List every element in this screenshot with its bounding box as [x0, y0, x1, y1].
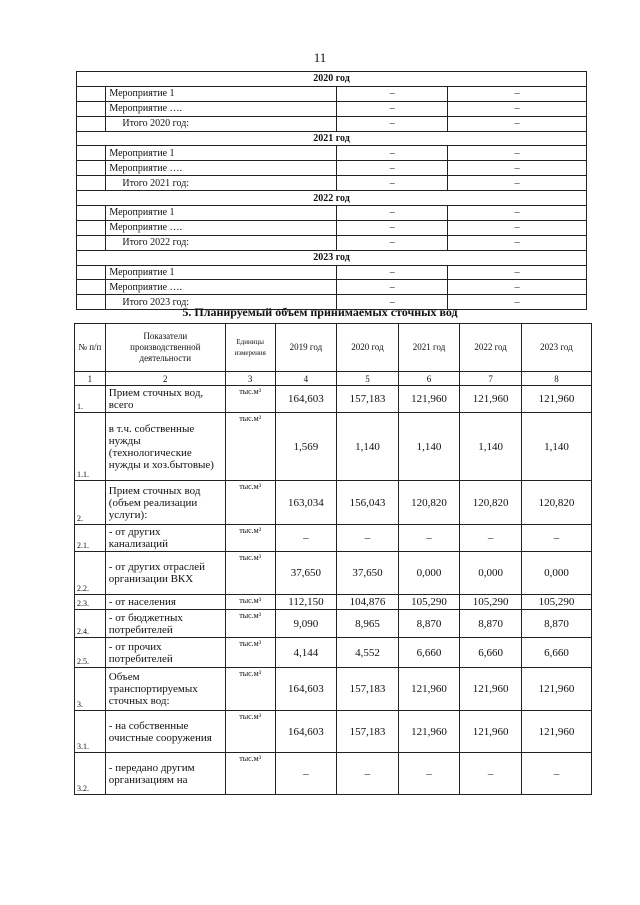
- table-row: [75, 668, 592, 711]
- value-cell: –: [460, 525, 522, 552]
- value-cell: –: [521, 753, 591, 795]
- year-row: [77, 250, 587, 265]
- table-header-row: [75, 324, 592, 372]
- value-cell: 4,552: [337, 638, 399, 668]
- value-cell: –: [337, 525, 399, 552]
- event-row: [77, 101, 587, 116]
- table-row: [75, 413, 592, 481]
- table-row: [75, 386, 592, 413]
- value-cell: 112,150: [275, 595, 337, 610]
- table-row: [75, 711, 592, 753]
- indicator-name: в т.ч. собственные нужды (технологические нужды и хоз.бытовые): [105, 413, 225, 481]
- event-value: –: [337, 101, 448, 116]
- header-unit: Единицы измерения: [225, 324, 275, 372]
- header-year-2022: 2022 год: [460, 324, 522, 372]
- row-number: 3.2.: [75, 753, 106, 795]
- value-cell: 104,876: [337, 595, 399, 610]
- row-number: 2.3.: [75, 595, 106, 610]
- column-index: 2: [105, 372, 225, 386]
- blank-cell: [77, 265, 106, 280]
- event-row: [77, 280, 587, 295]
- event-value: –: [448, 176, 587, 191]
- event-name: Мероприятие ….: [106, 280, 337, 295]
- event-value: –: [448, 206, 587, 221]
- events-table: [76, 71, 587, 310]
- indicator-name: - от бюджетных потребителей: [105, 610, 225, 638]
- value-cell: 8,870: [398, 610, 460, 638]
- blank-cell: [77, 206, 106, 221]
- event-value: –: [337, 86, 448, 101]
- header-number: № п/п: [75, 324, 106, 372]
- value-cell: 120,820: [460, 481, 522, 525]
- value-cell: 8,870: [521, 610, 591, 638]
- total-row: [77, 235, 587, 250]
- indicator-name: - от прочих потребителей: [105, 638, 225, 668]
- event-value: –: [448, 280, 587, 295]
- event-value: –: [337, 161, 448, 176]
- blank-cell: [77, 116, 106, 131]
- unit-cell: тыс.м³: [225, 481, 275, 525]
- row-number: 3.1.: [75, 711, 106, 753]
- value-cell: 105,290: [460, 595, 522, 610]
- table-row: [75, 595, 592, 610]
- column-index: 5: [337, 372, 399, 386]
- value-cell: 1,569: [275, 413, 337, 481]
- event-name: Мероприятие 1: [106, 206, 337, 221]
- unit-cell: тыс.м³: [225, 413, 275, 481]
- indicator-name: - на собственные очистные сооружения: [105, 711, 225, 753]
- event-value: –: [337, 116, 448, 131]
- event-value: –: [337, 265, 448, 280]
- event-value: –: [448, 235, 587, 250]
- year-label: 2021 год: [77, 131, 587, 146]
- total-label: Итого 2021 год:: [106, 176, 337, 191]
- table-row: [75, 552, 592, 595]
- event-name: Мероприятие ….: [106, 101, 337, 116]
- value-cell: 37,650: [337, 552, 399, 595]
- blank-cell: [77, 280, 106, 295]
- value-cell: 164,603: [275, 386, 337, 413]
- value-cell: 120,820: [521, 481, 591, 525]
- value-cell: –: [337, 753, 399, 795]
- value-cell: 121,960: [398, 386, 460, 413]
- value-cell: 6,660: [398, 638, 460, 668]
- row-number: 2.2.: [75, 552, 106, 595]
- year-row: [77, 131, 587, 146]
- row-number: 2.1.: [75, 525, 106, 552]
- total-label: Итого 2020 год:: [106, 116, 337, 131]
- event-value: –: [448, 161, 587, 176]
- column-index: 6: [398, 372, 460, 386]
- indicator-name: - передано другим организациям на: [105, 753, 225, 795]
- event-row: [77, 86, 587, 101]
- value-cell: 121,960: [521, 711, 591, 753]
- indicator-name: - от других канализаций: [105, 525, 225, 552]
- header-year-2019: 2019 год: [275, 324, 337, 372]
- total-label: Итого 2023 год:: [106, 295, 337, 310]
- year-label: 2020 год: [77, 72, 587, 87]
- value-cell: –: [521, 525, 591, 552]
- event-value: –: [448, 146, 587, 161]
- value-cell: 105,290: [521, 595, 591, 610]
- event-name: Мероприятие ….: [106, 161, 337, 176]
- event-name: Мероприятие 1: [106, 86, 337, 101]
- value-cell: 121,960: [398, 668, 460, 711]
- row-number: 3.: [75, 668, 106, 711]
- value-cell: 0,000: [521, 552, 591, 595]
- unit-cell: тыс.м³: [225, 638, 275, 668]
- unit-cell: тыс.м³: [225, 525, 275, 552]
- value-cell: 156,043: [337, 481, 399, 525]
- event-name: Мероприятие 1: [106, 146, 337, 161]
- total-label: Итого 2022 год:: [106, 235, 337, 250]
- header-year-2021: 2021 год: [398, 324, 460, 372]
- indicator-name: - от населения: [105, 595, 225, 610]
- value-cell: 164,603: [275, 668, 337, 711]
- header-year-2023: 2023 год: [521, 324, 591, 372]
- value-cell: 37,650: [275, 552, 337, 595]
- column-index: 8: [521, 372, 591, 386]
- event-value: –: [448, 265, 587, 280]
- table-row: [75, 481, 592, 525]
- value-cell: 1,140: [398, 413, 460, 481]
- event-value: –: [337, 146, 448, 161]
- event-value: –: [448, 220, 587, 235]
- value-cell: 0,000: [460, 552, 522, 595]
- value-cell: –: [275, 525, 337, 552]
- year-row: [77, 191, 587, 206]
- unit-cell: тыс.м³: [225, 610, 275, 638]
- unit-cell: тыс.м³: [225, 668, 275, 711]
- value-cell: 120,820: [398, 481, 460, 525]
- event-name: Мероприятие ….: [106, 220, 337, 235]
- value-cell: –: [460, 753, 522, 795]
- section-title: 5. Планируемый объем принимаемых сточных вод: [182, 305, 458, 319]
- table-row: [75, 753, 592, 795]
- wastewater-volume-table: [74, 323, 592, 795]
- blank-cell: [77, 101, 106, 116]
- column-index: 3: [225, 372, 275, 386]
- table-row: [75, 610, 592, 638]
- value-cell: 157,183: [337, 386, 399, 413]
- event-value: –: [448, 116, 587, 131]
- event-row: [77, 220, 587, 235]
- total-row: [77, 116, 587, 131]
- unit-cell: тыс.м³: [225, 595, 275, 610]
- event-row: [77, 161, 587, 176]
- unit-cell: тыс.м³: [225, 386, 275, 413]
- value-cell: 121,960: [398, 711, 460, 753]
- column-index-row: [75, 372, 592, 386]
- indicator-name: Прием сточных вод, всего: [105, 386, 225, 413]
- total-row: [77, 176, 587, 191]
- event-value: –: [337, 280, 448, 295]
- value-cell: 9,090: [275, 610, 337, 638]
- blank-cell: [77, 235, 106, 250]
- value-cell: 6,660: [460, 638, 522, 668]
- event-row: [77, 146, 587, 161]
- blank-cell: [77, 86, 106, 101]
- row-number: 1.1.: [75, 413, 106, 481]
- column-index: 1: [75, 372, 106, 386]
- table-row: [75, 638, 592, 668]
- value-cell: 4,144: [275, 638, 337, 668]
- value-cell: 1,140: [460, 413, 522, 481]
- event-value: –: [337, 220, 448, 235]
- event-value: –: [448, 295, 587, 310]
- value-cell: 105,290: [398, 595, 460, 610]
- unit-cell: тыс.м³: [225, 552, 275, 595]
- value-cell: 121,960: [521, 668, 591, 711]
- event-value: –: [448, 86, 587, 101]
- event-value: –: [337, 235, 448, 250]
- event-row: [77, 265, 587, 280]
- event-name: Мероприятие 1: [106, 265, 337, 280]
- year-row: [77, 72, 587, 87]
- year-label: 2023 год: [77, 250, 587, 265]
- blank-cell: [77, 220, 106, 235]
- indicator-name: Прием сточных вод (объем реализации услуги):: [105, 481, 225, 525]
- value-cell: 1,140: [337, 413, 399, 481]
- value-cell: 164,603: [275, 711, 337, 753]
- header-indicator: Показатели производственной деятельности: [105, 324, 225, 372]
- event-value: –: [337, 295, 448, 310]
- unit-cell: тыс.м³: [225, 753, 275, 795]
- indicator-name: - от других отраслей организации ВКХ: [105, 552, 225, 595]
- blank-cell: [77, 161, 106, 176]
- value-cell: 6,660: [521, 638, 591, 668]
- column-index: 7: [460, 372, 522, 386]
- value-cell: 157,183: [337, 668, 399, 711]
- event-value: –: [448, 101, 587, 116]
- value-cell: 0,000: [398, 552, 460, 595]
- indicator-name: Объем транспортируемых сточных вод:: [105, 668, 225, 711]
- event-value: –: [337, 206, 448, 221]
- value-cell: –: [398, 753, 460, 795]
- row-number: 2.: [75, 481, 106, 525]
- value-cell: 121,960: [460, 711, 522, 753]
- value-cell: 8,870: [460, 610, 522, 638]
- value-cell: 8,965: [337, 610, 399, 638]
- blank-cell: [77, 146, 106, 161]
- value-cell: 1,140: [521, 413, 591, 481]
- event-value: –: [337, 176, 448, 191]
- row-number: 2.5.: [75, 638, 106, 668]
- year-label: 2022 год: [77, 191, 587, 206]
- header-year-2020: 2020 год: [337, 324, 399, 372]
- page-number: 11: [313, 50, 327, 65]
- value-cell: –: [275, 753, 337, 795]
- unit-cell: тыс.м³: [225, 711, 275, 753]
- table-row: [75, 525, 592, 552]
- value-cell: 121,960: [460, 386, 522, 413]
- value-cell: –: [398, 525, 460, 552]
- row-number: 1.: [75, 386, 106, 413]
- column-index: 4: [275, 372, 337, 386]
- value-cell: 157,183: [337, 711, 399, 753]
- value-cell: 121,960: [521, 386, 591, 413]
- value-cell: 163,034: [275, 481, 337, 525]
- value-cell: 121,960: [460, 668, 522, 711]
- row-number: 2.4.: [75, 610, 106, 638]
- blank-cell: [77, 176, 106, 191]
- event-row: [77, 206, 587, 221]
